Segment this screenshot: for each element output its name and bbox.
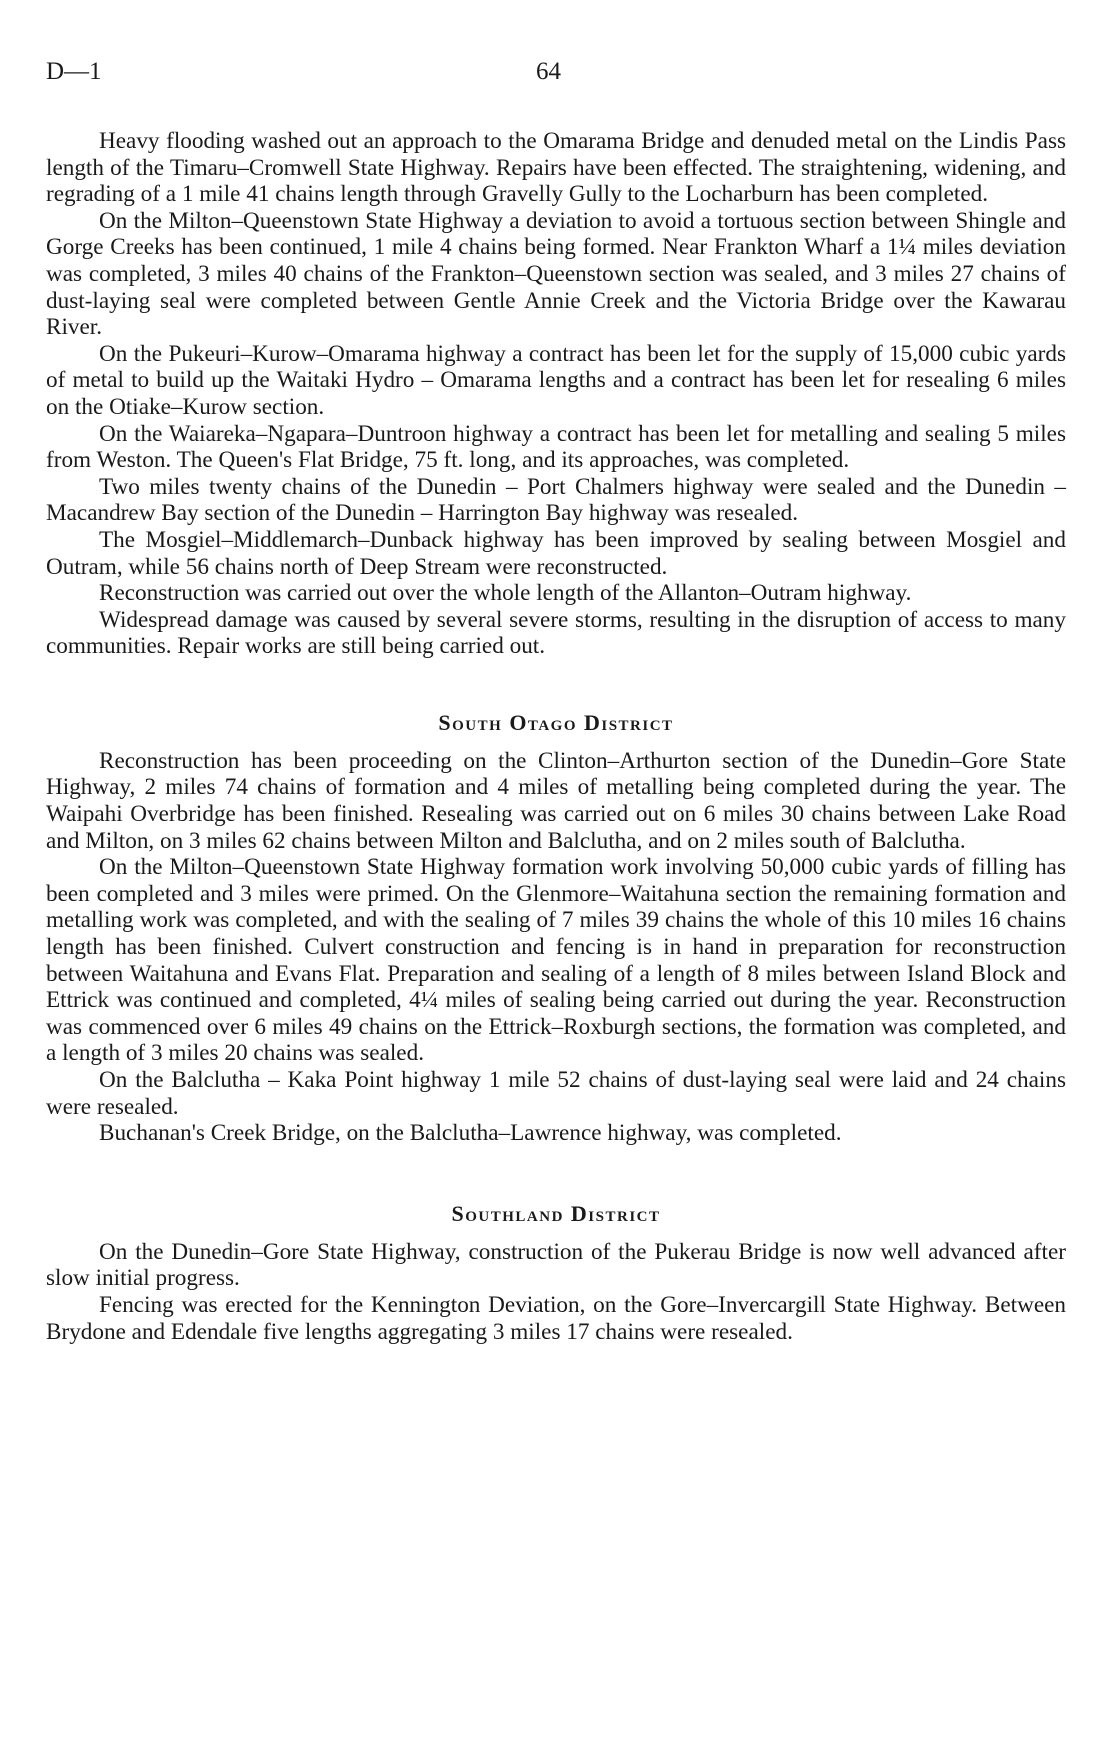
section-heading-south-otago: South Otago District <box>438 709 674 735</box>
page-number: 64 <box>536 58 561 85</box>
paragraph: Reconstruction was carried out over the whole length of the Allanton–Outram highway. <box>99 580 912 607</box>
page-header <box>46 58 1066 98</box>
paragraph: On the Waiareka–Ngapara–Duntroon highway a contract has been let for metalling and sealing 5 miles from Weston. The Queen's Flat Bridge, 75 ft. long, and its approaches, was completed. <box>46 420 1066 474</box>
document-reference: D—1 <box>46 58 102 85</box>
document-page <box>46 58 1066 1345</box>
paragraph: Widespread damage was caused by several severe storms, resulting in the disruption of access to many communities. Repair works are still being carried out. <box>46 606 1066 660</box>
paragraph: The Mosgiel–Middlemarch–Dunback highway has been improved by sealing between Mosgiel and Outram, while 56 chains north of Deep Stream were reconstructed. <box>46 526 1066 580</box>
paragraph: On the Dunedin–Gore State Highway, construction of the Pukerau Bridge is now well advanced after slow initial progress. <box>46 1238 1066 1292</box>
paragraph: Heavy flooding washed out an approach to the Omarama Bridge and denuded metal on the Lindis Pass length of the Timaru–Cromwell State Highway. Repairs have been effected. The straightening, widening, and regrading of a 1 mile 41 chains length through Gravelly Gully to the Locharburn has been completed. <box>46 128 1066 208</box>
paragraph: On the Balclutha – Kaka Point highway 1 mile 52 chains of dust-laying seal were laid and 24 chains were resealed. <box>46 1067 1066 1120</box>
section-heading-southland: Southland District <box>451 1200 661 1226</box>
paragraph: On the Milton–Queenstown State Highway a deviation to avoid a tortuous section between Shingle and Gorge Creeks has been continued, 1 mile 4 chains being formed. Near Frankton Wharf a 1¼ miles deviation was completed, 3 miles 40 chains of the Frankton–Queenstown section was sealed, and 3 miles 27 chains of dust-laying seal were completed between Gentle Annie Creek and the Victoria Bridge over the Kawarau River. <box>46 207 1066 341</box>
paragraph: On the Milton–Queenstown State Highway formation work involving 50,000 cubic yards of filling has been completed and 3 miles were primed. On the Glenmore–Waitahuna section the remaining formation and metalling work was completed, and with the sealing of 7 miles 39 chains the whole of this 10 miles 16 chains length has been finished. Culvert construction and fencing is in hand in preparation for reconstruction between Waitahuna and Evans Flat. Preparation and sealing of a length of 8 miles between Island Block and Ettrick was continued and completed, 4¼ miles of sealing being carried out during the year. Reconstruction was commenced over 6 miles 49 chains on the Ettrick–Roxburgh sections, the formation was completed, and a length of 3 miles 20 chains was sealed. <box>46 854 1066 1067</box>
paragraph: On the Pukeuri–Kurow–Omarama highway a contract has been let for the supply of 15,000 cubic yards of metal to build up the Waitaki Hydro – Omarama lengths and a contract has been let for resealing 6 miles on the Otiake–Kurow section. <box>46 340 1066 420</box>
paragraph: Two miles twenty chains of the Dunedin – Port Chalmers highway were sealed and the Dunedin – Macandrew Bay section of the Dunedin – Harrington Bay highway was resealed. <box>46 473 1066 527</box>
paragraph: Fencing was erected for the Kennington Deviation, on the Gore–Invercargill State Highway. Between Brydone and Edendale five lengths aggregating 3 miles 17 chains were resealed. <box>46 1291 1066 1345</box>
paragraph: Buchanan's Creek Bridge, on the Balclutha–Lawrence highway, was completed. <box>99 1120 842 1147</box>
paragraph: Reconstruction has been proceeding on the Clinton–Arthurton section of the Dunedin–Gore State Highway, 2 miles 74 chains of formation and 4 miles of metalling being completed during the year. The Waipahi Overbridge has been finished. Resealing was carried out on 6 miles 30 chains between Lake Road and Milton, on 3 miles 62 chains between Milton and Balclutha, and on 2 miles south of Balclutha. <box>46 747 1066 854</box>
page-content <box>46 128 1066 1345</box>
